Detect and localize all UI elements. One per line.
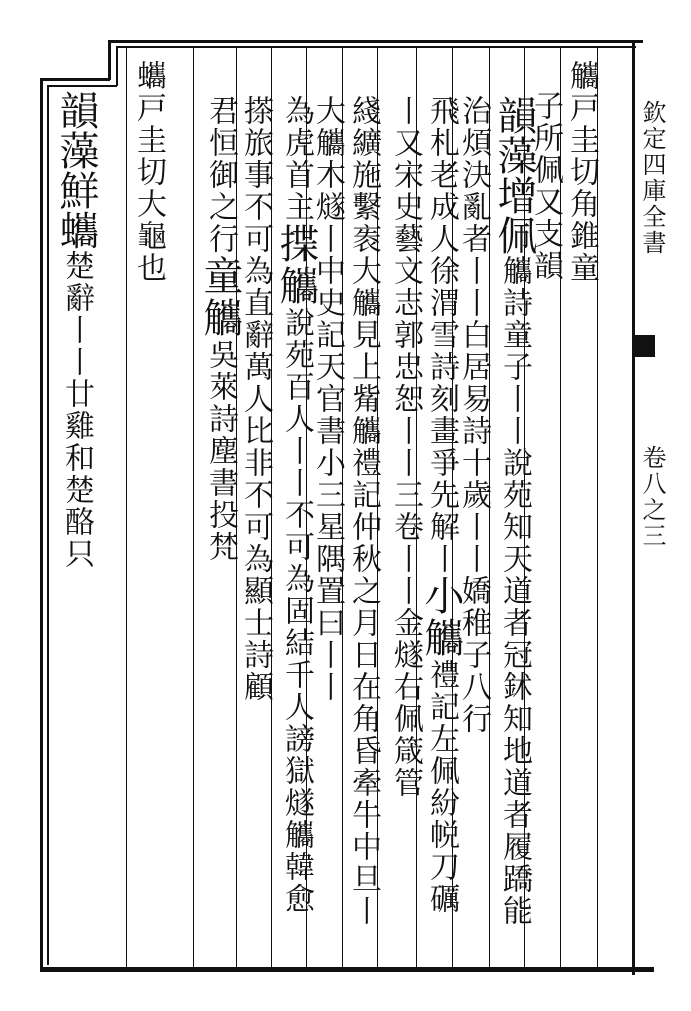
annotation: 觿詩童子丨丨說苑知天道者冠鉥知地道者履蹻能 (497, 255, 532, 927)
inner-step-left (116, 46, 118, 86)
column-11 (197, 95, 243, 563)
annotation: 楚辭丨丨廿雞和楚酪只 (59, 250, 94, 570)
step-border-left (108, 40, 111, 80)
annotation: 大觿木燧丨中史記天官書小三星隅置曰丨丨 (310, 95, 345, 703)
annotation: 子所佩又支韻 (528, 90, 563, 282)
column-10 (238, 95, 273, 703)
annotation: 禮記左佩紛帨刀礪 (424, 659, 459, 915)
column-5 (418, 95, 464, 915)
headword: 觿 (564, 60, 599, 92)
column-6 (385, 95, 425, 799)
column-3 (491, 95, 537, 927)
column-8 (310, 95, 345, 703)
column-divider (193, 48, 194, 967)
column-9 (273, 95, 319, 915)
annotation: 君恒御之行 (203, 95, 238, 255)
headword: 小觿 (418, 575, 464, 659)
column-12 (131, 60, 166, 284)
margin-title: 欽定四庫全書 (638, 100, 666, 256)
annotation: 戸圭切角錐童 (564, 92, 599, 284)
column-1 (564, 60, 599, 284)
annotation: 飛札老成人徐渭雪詩刻畫爭先解丨 (424, 95, 459, 575)
annotation: 戸圭切大龜也 (131, 92, 166, 284)
annotation: 說苑百人丨丨不可為固結千人謗獄燧觿韓愈 (279, 307, 314, 915)
step-border-top (40, 78, 110, 81)
outer-border-top (108, 40, 643, 43)
annotation: 吳萊詩塵書投梵 (203, 339, 238, 563)
source-title: 韻藻鮮蠵 (53, 90, 99, 250)
headword: 蠵 (131, 60, 166, 92)
margin-volume: 卷八之三 (638, 445, 666, 549)
outer-border-left (40, 78, 43, 970)
column-13 (53, 90, 99, 570)
annotation: 丨又宋史藝文志郭忠恕丨丨三卷 (388, 95, 423, 543)
annotation: 搽旅事不可為直辭萬人比非不可為顯士詩顧 (238, 95, 273, 703)
column-divider (126, 48, 127, 967)
headword: 童觿 (197, 255, 243, 339)
inner-border-left (47, 85, 49, 965)
source-title: 韻藻增佩 (491, 95, 537, 255)
inner-border-top (47, 85, 117, 87)
annotation: 為虎首主 (279, 95, 314, 223)
headword: 揲觿 (273, 223, 319, 307)
outer-border-bottom (40, 967, 654, 972)
column-7 (346, 95, 381, 927)
annotation: 綫纊施繫袠大觿見上觜觿禮記仲秋之月日在角昏牽牛中旦丨 (346, 95, 381, 927)
annotation: 丨丨金燧右佩箴管 (388, 543, 423, 799)
inner-step-top (116, 46, 636, 48)
fish-tail-block (635, 335, 655, 357)
fold-line (632, 40, 635, 975)
annotation: 治煩決亂者丨丨白居易詩十歲丨丨嬌稚子八行 (456, 95, 491, 735)
